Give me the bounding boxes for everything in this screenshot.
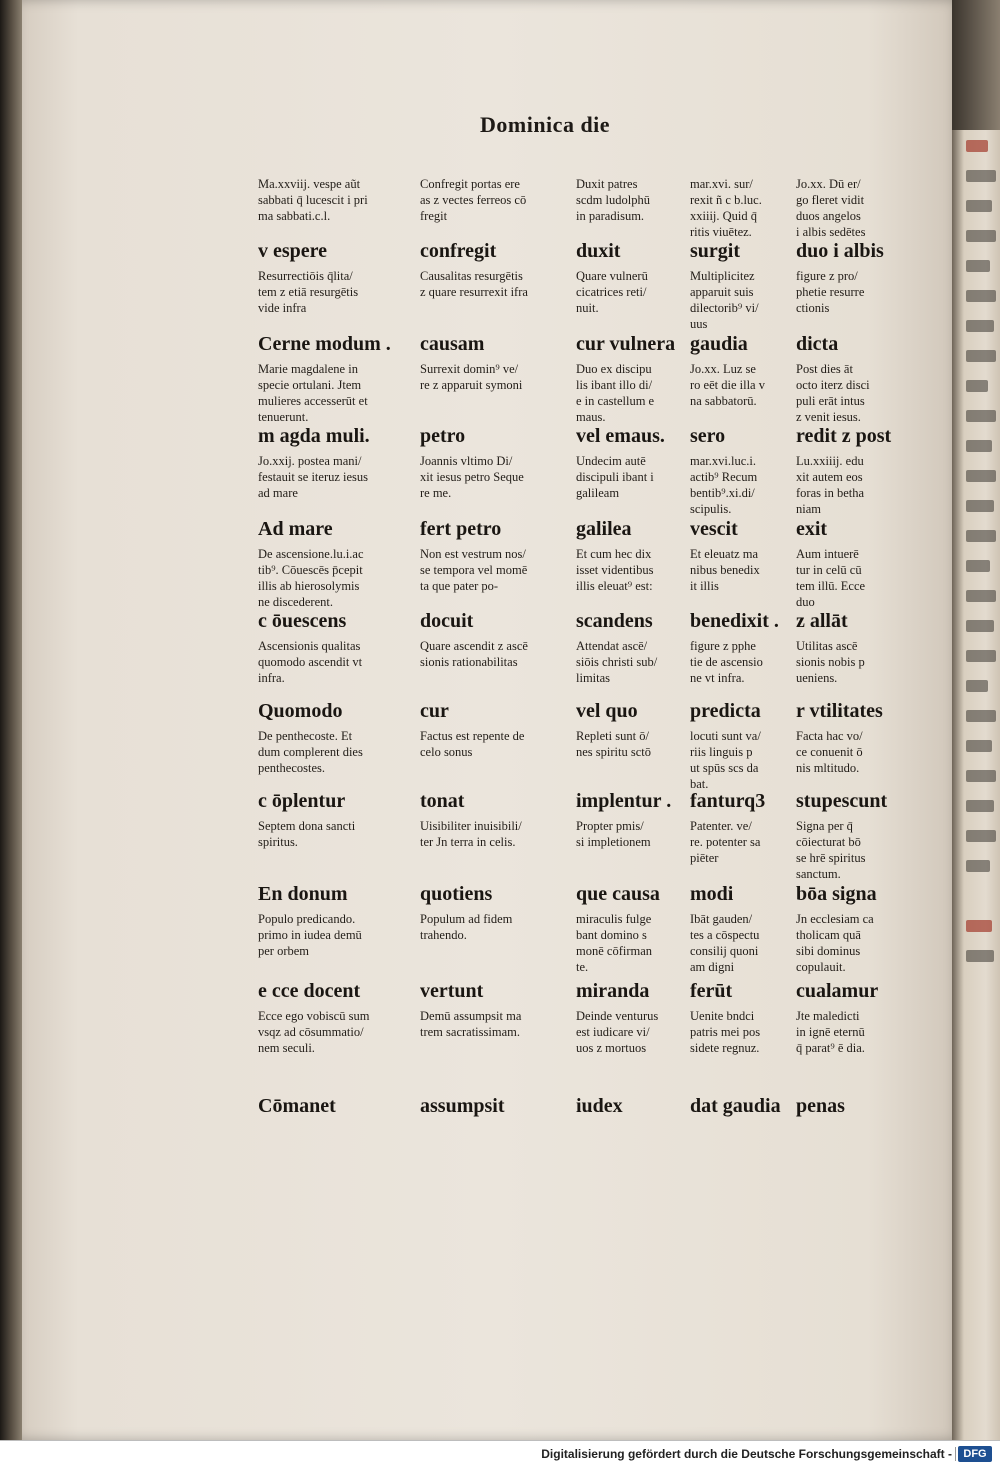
- facing-text-line: [966, 560, 990, 572]
- headword: quotiens: [420, 883, 493, 905]
- gloss-text: Lu.xxiiij. edu xit autem eos foras in betha niam: [796, 454, 865, 516]
- facing-text-line: [966, 590, 996, 602]
- gloss-text: Factus est repente de celo sonus: [420, 729, 525, 759]
- gloss-text: figure z pro/ phetie resurre ctionis: [796, 269, 865, 315]
- headword: c ōplentur: [258, 790, 346, 812]
- headword: petro: [420, 425, 466, 447]
- gloss-text: Populum ad fidem trahendo.: [420, 912, 513, 942]
- headword: redit z post: [796, 425, 892, 447]
- gloss-text: Populo predicando. primo in iudea demū per orbem: [258, 912, 362, 958]
- gloss-text: figure z pphe tie de ascensio ne vt infra.: [690, 639, 763, 685]
- headword: causam: [420, 333, 485, 355]
- gloss-text: Jte maledicti in ignē eternū q̄ parat⁹ ē dia.: [796, 1009, 865, 1055]
- headword: ferūt: [690, 980, 733, 1002]
- gloss-text: Confregit portas ere as z vectes ferreos cō fregit: [420, 177, 527, 223]
- headword: exit: [796, 518, 828, 540]
- headword: galilea: [576, 518, 632, 540]
- book-fore-edge: [0, 0, 22, 1440]
- gloss-text: De ascensione.lu.i.ac tib⁹. Cōuescēs p̄cepit illis ab hierosolymis ne discederent.: [258, 547, 364, 609]
- gloss-text: Utilitas ascē sionis nobis p ueniens.: [796, 639, 865, 685]
- headword: cur: [420, 700, 449, 722]
- running-head: Dominica die: [480, 112, 611, 137]
- headword: miranda: [576, 980, 650, 1002]
- headword: stupescunt: [796, 790, 888, 812]
- headword: m agda muli.: [258, 425, 370, 447]
- headword: dicta: [796, 333, 839, 355]
- gloss-text: miraculis fulge bant domino s monē cōfirman te.: [576, 912, 653, 974]
- facing-text-line: [966, 470, 996, 482]
- headword: surgit: [690, 240, 740, 262]
- gloss-text: Quare vulnerū cicatrices reti/ nuit.: [576, 269, 648, 315]
- gloss-text: Ma.xxviij. vespe aũt sabbati q̄ lucescit i pri ma sabbati.c.l.: [258, 177, 368, 223]
- gloss-text: Surrexit domin⁹ ve/ re z apparuit symoni: [420, 362, 523, 392]
- headword: sero: [690, 425, 726, 447]
- headword: scandens: [576, 610, 653, 632]
- gloss-text: Jo.xx. Dū er/ go fleret vidit duos angelos i albis sedētes: [796, 177, 866, 239]
- headword: cualamur: [796, 980, 879, 1002]
- facing-text-line: [966, 290, 996, 302]
- gloss-text: Jn ecclesiam ca tholicam quā sibi dominus copulauit.: [796, 912, 874, 974]
- headword: que causa: [576, 883, 660, 905]
- headword: docuit: [420, 610, 474, 632]
- footer-separator: [955, 1447, 956, 1461]
- gloss-text: Duxit patres scdm ludolphū in paradisum.: [576, 177, 650, 223]
- headword: En donum: [258, 883, 348, 905]
- headword: penas: [796, 1095, 845, 1117]
- gloss-text: mar.xvi.luc.i. actib⁹ Recum bentib⁹.xi.di/ scipulis.: [690, 454, 758, 516]
- gloss-text: Multiplicitez apparuit suis dilectorib⁹ vi/ uus: [690, 269, 759, 331]
- gloss-text: Quare ascendit z ascē sionis rationabilitas: [420, 639, 528, 669]
- gloss-text: locuti sunt va/ riis linguis p ut spūs scs da bat.: [690, 729, 761, 791]
- headword: fanturq3: [690, 790, 766, 812]
- headword: benedixit .: [690, 610, 779, 632]
- gloss-text: Duo ex discipu lis ibant illo di/ e in castellum e maus.: [576, 362, 655, 424]
- headword: iudex: [576, 1095, 623, 1117]
- headword: vertunt: [420, 980, 484, 1002]
- gloss-text: Non est vestrum nos/ se tempora vel momē ta que pater po-: [420, 547, 528, 593]
- headword: dat gaudia: [690, 1095, 781, 1117]
- gloss-text: Facta hac vo/ ce conuenit ō nis mltitudo.: [796, 729, 863, 775]
- facing-text-line: [966, 500, 994, 512]
- headword: bōa signa: [796, 883, 877, 905]
- facing-rubric-mark: [966, 920, 992, 932]
- facing-text-line: [966, 650, 996, 662]
- headword: duxit: [576, 240, 621, 262]
- facing-text-line: [966, 770, 996, 782]
- headword: gaudia: [690, 333, 748, 355]
- gloss-text: Attendat ascē/ siōis christi sub/ limitas: [576, 639, 658, 685]
- headword: Quomodo: [258, 700, 343, 722]
- facing-text-line: [966, 200, 992, 212]
- gutter-shadow: [952, 0, 1000, 130]
- dfg-logo[interactable]: DFG: [958, 1446, 992, 1462]
- gloss-text: Et cum hec dix isset videntibus illis eleuat⁹ est:: [576, 547, 654, 593]
- headword: c ōuescens: [258, 610, 347, 632]
- gloss-text: mar.xvi. sur/ rexit ñ c b.luc. xxiiij. Quid q̄ ritis viuētez.: [690, 177, 762, 239]
- gloss-text: Patenter. ve/ re. potenter sa piēter: [690, 819, 761, 865]
- facing-text-line: [966, 860, 990, 872]
- headword: z allāt: [796, 610, 848, 632]
- facing-text-line: [966, 410, 996, 422]
- headword: modi: [690, 883, 734, 905]
- gloss-text: Repleti sunt ō/ nes spiritu sctō: [576, 729, 651, 759]
- gloss-text: Ecce ego vobiscū sum vsqz ad cōsummatio/ nem seculi.: [258, 1009, 370, 1055]
- gloss-text: Et eleuatz ma nibus benedix it illis: [690, 547, 760, 593]
- facing-text-line: [966, 320, 994, 332]
- gloss-text: Ibāt gauden/ tes a cōspectu consilij quoni am digni: [690, 912, 760, 974]
- facing-text-line: [966, 170, 996, 182]
- gloss-text: Jo.xx. Luz se ro eēt die illa v na sabbatorū.: [690, 362, 765, 408]
- headword: implentur .: [576, 790, 672, 812]
- gloss-text: Septem dona sancti spiritus.: [258, 819, 356, 849]
- facing-text-line: [966, 440, 992, 452]
- facing-page-edge: [952, 130, 1000, 1440]
- digitization-footer: [0, 1440, 1000, 1467]
- gloss-text: Uenite bndci patris mei pos sidete regnuz.: [690, 1009, 761, 1055]
- facing-text-line: [966, 260, 990, 272]
- facing-rubric-mark: [966, 140, 988, 152]
- gloss-text: Ascensionis qualitas quomodo ascendit vt infra.: [258, 639, 363, 685]
- gloss-text: De penthecoste. Et dum complerent dies penthecostes.: [258, 729, 363, 775]
- headword: duo i albis: [796, 240, 884, 262]
- facing-text-line: [966, 740, 992, 752]
- facing-text-line: [966, 530, 996, 542]
- gloss-text: Uisibiliter inuisibili/ ter Jn terra in celis.: [420, 819, 522, 849]
- gloss-text: Post dies āt octo iterz disci puli erāt intus z venit iesus.: [796, 362, 870, 424]
- facing-text-line: [966, 680, 988, 692]
- headword: Ad mare: [258, 518, 333, 540]
- headword: fert petro: [420, 518, 502, 540]
- facing-text-line: [966, 950, 994, 962]
- gloss-text: Marie magdalene in specie ortulani. Jtem mulieres accesserūt et tenuerunt.: [258, 362, 368, 424]
- gloss-text: Resurrectiōis q̄lita/ tem z etiā resurgētis vide infra: [258, 269, 359, 315]
- facing-text-line: [966, 350, 996, 362]
- gloss-text: Jo.xxij. postea mani/ festauit se iteruz iesus ad mare: [258, 454, 369, 500]
- gloss-text: Deinde venturus est iudicare vi/ uos z mortuos: [576, 1009, 659, 1055]
- facing-text-line: [966, 830, 996, 842]
- headword: e cce docent: [258, 980, 361, 1002]
- facing-text-line: [966, 800, 994, 812]
- headword: assumpsit: [420, 1095, 505, 1117]
- gloss-text: Joannis vltimo Di/ xit iesus petro Seque re me.: [420, 454, 524, 500]
- facing-text-line: [966, 380, 988, 392]
- facing-text-line: [966, 230, 996, 242]
- headword: predicta: [690, 700, 761, 722]
- facing-text-line: [966, 620, 994, 632]
- headword: vel quo: [576, 700, 638, 722]
- headword: Cōmanet: [258, 1095, 336, 1117]
- gloss-text: Propter pmis/ si impletionem: [576, 819, 651, 849]
- facing-text-line: [966, 710, 996, 722]
- headword: cur vulnera: [576, 333, 676, 355]
- headword: v espere: [258, 240, 328, 262]
- headword: tonat: [420, 790, 465, 812]
- gloss-grid: [258, 170, 898, 1130]
- headword: confregit: [420, 240, 497, 262]
- headword: Cerne modum .: [258, 333, 391, 355]
- headword: vel emaus.: [576, 425, 665, 447]
- headword: vescit: [690, 518, 738, 540]
- gloss-text: Signa per q̄ cōiecturat bō se hrē spiritus sanctum.: [796, 819, 866, 881]
- headword: r vtilitates: [796, 700, 883, 722]
- gloss-text: Undecim autē discipuli ibant i galileam: [576, 454, 654, 500]
- footer-credit: Digitalisierung gefördert durch die Deutsche Forschungsgemeinschaft -: [541, 1447, 952, 1461]
- gloss-text: Aum intuerē tur in celū cū tem illū. Ecce duo: [796, 547, 866, 609]
- gloss-text: Demū assumpsit ma trem sacratissimam.: [420, 1009, 522, 1039]
- gloss-text: Causalitas resurgētis z quare resurrexit ifra: [420, 269, 528, 299]
